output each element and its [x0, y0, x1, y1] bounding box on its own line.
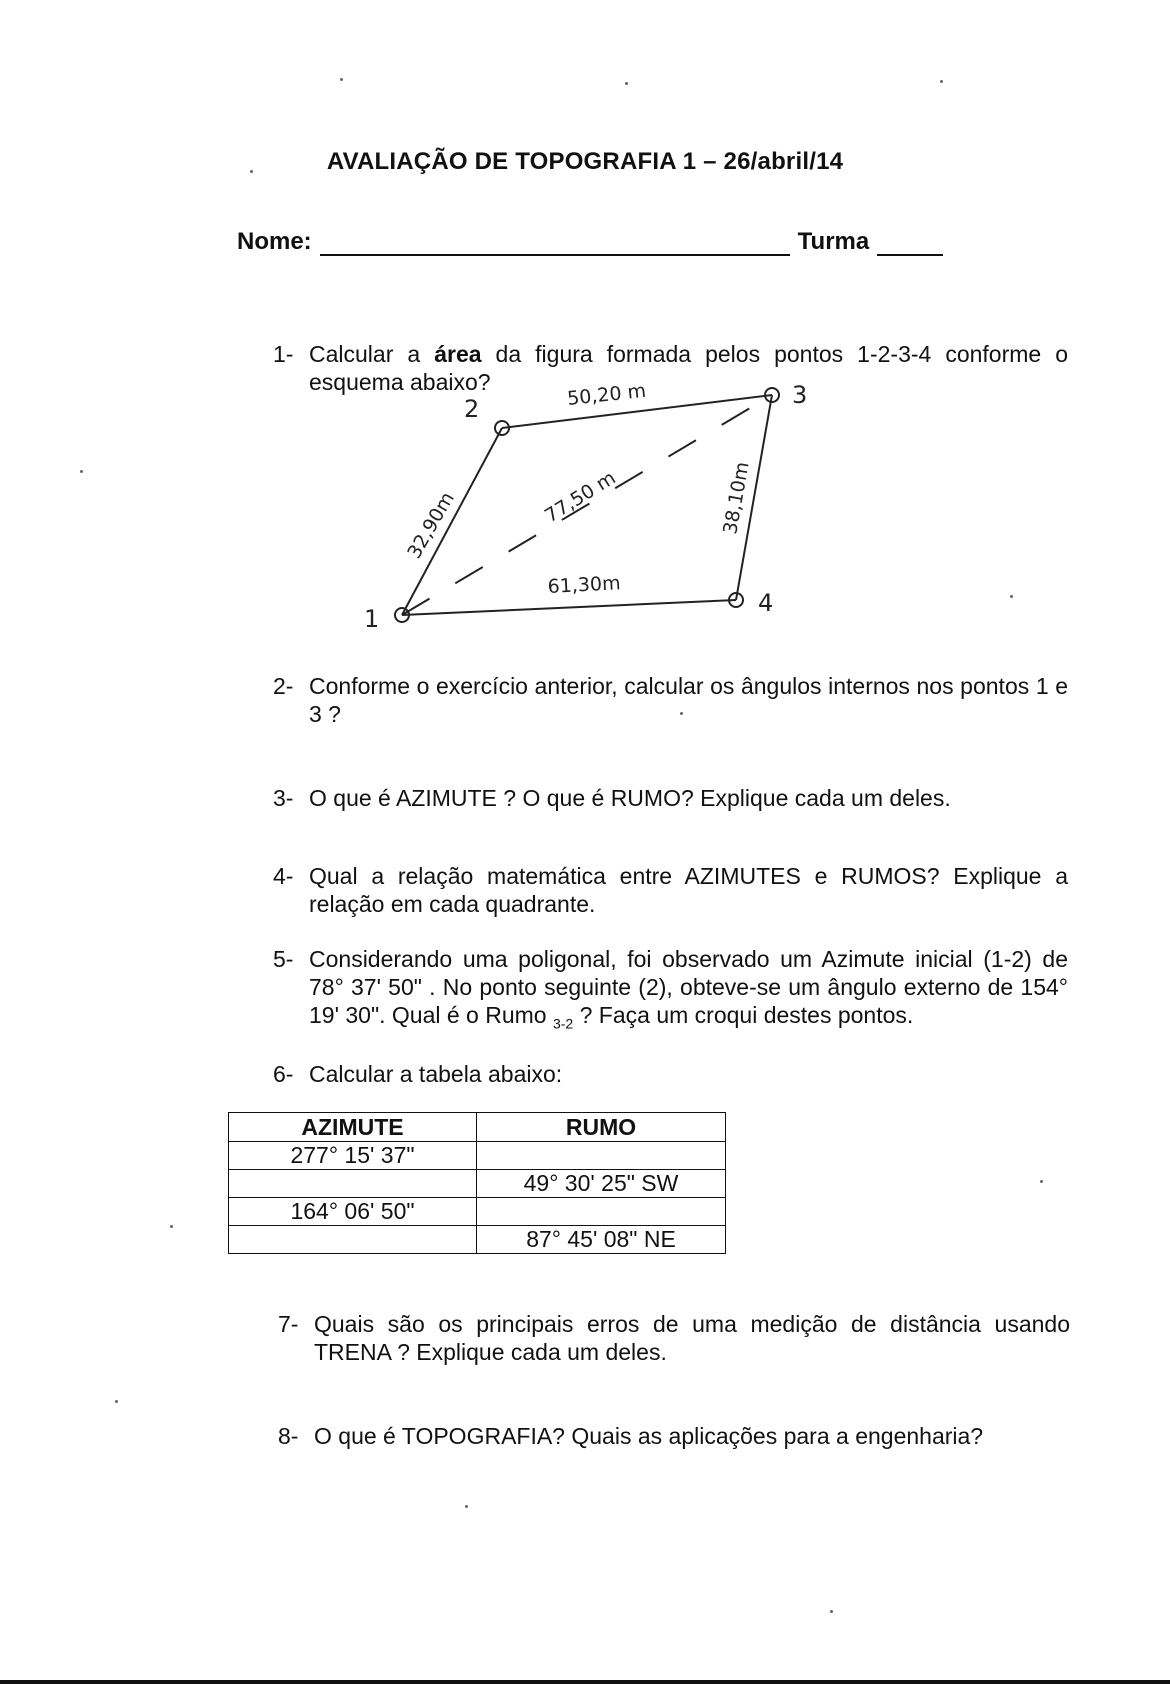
page-title: AVALIAÇÃO DE TOPOGRAFIA 1 – 26/abril/14: [326, 148, 844, 175]
azimute-cell[interactable]: [229, 1170, 477, 1198]
table-row: [229, 1226, 726, 1254]
question-6: [273, 1060, 1068, 1088]
question-number: 7-: [278, 1311, 299, 1337]
question-text: Calcular a tabela abaixo:: [309, 1061, 563, 1087]
scan-speck: [340, 78, 343, 81]
segment-1-4: [402, 600, 736, 615]
rumo-cell[interactable]: 49° 30' 25" SW: [477, 1170, 726, 1198]
scan-speck: [115, 1400, 118, 1403]
scan-speck: [680, 712, 683, 715]
polygon-sketch: [340, 375, 820, 645]
class-field[interactable]: [877, 232, 943, 256]
point-3-label: 3: [792, 381, 808, 409]
distance-1-2: 32,90m: [403, 488, 459, 563]
question-text: O que é AZIMUTE ? O que é RUMO? Explique cada um deles.: [309, 785, 951, 811]
distance-3-4: 38,10m: [719, 460, 754, 536]
scan-speck: [940, 80, 943, 83]
scan-speck: [250, 170, 253, 173]
name-row: [237, 228, 943, 256]
scan-bottom-edge: [0, 1680, 1170, 1684]
question-number: 5-: [273, 946, 294, 972]
table-row: [229, 1198, 726, 1226]
scan-speck: [80, 470, 83, 473]
distance-1-4: 61,30m: [547, 572, 622, 598]
distance-1-3: 77,50 m: [540, 466, 620, 528]
rumo-cell[interactable]: [477, 1142, 726, 1170]
question-text: Qual a relação matemática entre AZIMUTES e RUMOS? Explique a relação em cada quadrante.: [309, 863, 1068, 917]
question-number: 3-: [273, 785, 294, 811]
table-header-row: [229, 1113, 726, 1142]
column-header-rumo: RUMO: [477, 1113, 726, 1142]
azimuth-bearing-table: [228, 1112, 726, 1254]
question-number: 6-: [273, 1061, 294, 1087]
scan-speck: [1010, 595, 1013, 598]
name-field[interactable]: [320, 232, 790, 256]
class-label: Turma: [797, 228, 870, 255]
point-2-label: 2: [464, 395, 480, 423]
question-5: [273, 945, 1068, 1038]
azimute-cell[interactable]: 277° 15' 37": [229, 1142, 477, 1170]
question-number: 8-: [278, 1423, 299, 1449]
question-8: [278, 1422, 1070, 1450]
point-4-label: 4: [758, 589, 774, 617]
question-number: 1-: [273, 341, 294, 367]
table-row: [229, 1142, 726, 1170]
scan-speck: [465, 1505, 468, 1508]
scan-speck: [625, 82, 628, 85]
rumo-cell[interactable]: 87° 45' 08" NE: [477, 1226, 726, 1254]
question-text: Conforme o exercício anterior, calcular os ângulos internos nos pontos 1 e 3 ?: [309, 673, 1068, 727]
question-7: [278, 1310, 1070, 1366]
question-text: Quais são os principais erros de uma medição de distância usando TRENA ? Explique cada um deles.: [314, 1311, 1070, 1365]
table-row: [229, 1170, 726, 1198]
segment-1-2: [402, 428, 502, 615]
question-number: 4-: [273, 863, 294, 889]
question-text: Calcular a área da figura formada pelos pontos 1-2-3-4 conforme o esquema abaixo?: [309, 341, 1069, 395]
question-text: Considerando uma poligonal, foi observado um Azimute inicial (1-2) de 78° 37' 50" . No ponto seguinte (2), obteve-se um ângulo externo de 154° 19' 30". Qual é o Rumo $_{3-2}$ ? Faça um croqui destes pontos.: [309, 946, 1068, 1032]
question-4: [273, 862, 1068, 918]
scan-speck: [170, 1225, 173, 1228]
point-1-label: 1: [364, 605, 380, 633]
name-label: Nome:: [237, 228, 312, 255]
question-2: [273, 672, 1068, 728]
column-header-azimute: AZIMUTE: [229, 1113, 477, 1142]
distance-2-3: 50,20 m: [566, 379, 648, 410]
scan-speck: [1040, 1180, 1043, 1183]
rumo-cell[interactable]: [477, 1198, 726, 1226]
question-text: O que é TOPOGRAFIA? Quais as aplicações para a engenharia?: [314, 1423, 984, 1449]
scan-speck: [830, 1610, 833, 1613]
question-3: [273, 784, 1068, 812]
azimute-cell[interactable]: [229, 1226, 477, 1254]
azimute-cell[interactable]: 164° 06' 50": [229, 1198, 477, 1226]
question-number: 2-: [273, 673, 294, 699]
